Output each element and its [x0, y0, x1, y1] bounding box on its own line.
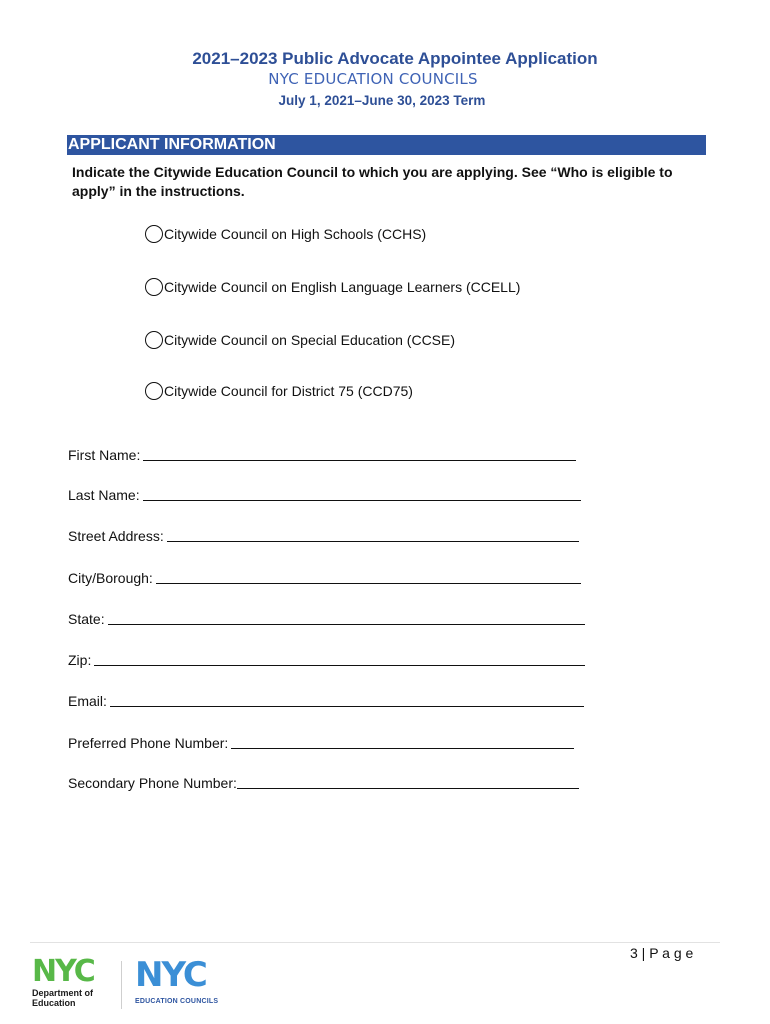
doe-logo-text: [32, 988, 93, 1008]
council-option-ccell[interactable]: [145, 276, 520, 298]
education-councils-logo: [135, 957, 225, 1012]
first-name-field[interactable]: [68, 443, 576, 463]
council-instruction: Indicate the Citywide Education Council to which you are applying. See “Who is eligible to apply” in the instructions.: [72, 164, 673, 199]
radio-button-ccd75[interactable]: [145, 382, 163, 400]
street-address-field[interactable]: [68, 524, 579, 544]
preferred-phone-input[interactable]: [231, 748, 574, 749]
email-label: Email:: [68, 693, 107, 709]
section-heading: APPLICANT INFORMATION: [68, 136, 276, 153]
document-term: July 1, 2021–June 30, 2023 Term: [278, 93, 486, 108]
section-header-bar: [67, 135, 706, 155]
page-number: 3 | P a g e: [630, 945, 694, 961]
ec-logo-text: EDUCATION COUNCILS: [135, 998, 219, 1005]
council-option-label: Citywide Council for District 75 (CCD75): [164, 383, 413, 399]
footer-divider: [30, 942, 720, 943]
doe-logo-text-line1: Department of: [32, 988, 94, 998]
state-input[interactable]: [108, 624, 585, 625]
state-label: State:: [68, 611, 105, 627]
last-name-field[interactable]: [68, 483, 581, 503]
last-name-label: Last Name:: [68, 487, 140, 503]
document-title: 2021–2023 Public Advocate Appointee Application: [192, 49, 598, 68]
first-name-input[interactable]: [143, 460, 576, 461]
city-borough-label: City/Borough:: [68, 570, 153, 586]
zip-input[interactable]: [94, 665, 585, 666]
city-borough-field[interactable]: [68, 566, 581, 586]
doe-logo-text-line2: Education: [32, 998, 76, 1008]
zip-label: Zip:: [68, 652, 92, 668]
state-field[interactable]: [68, 607, 585, 627]
street-address-input[interactable]: [167, 541, 579, 542]
radio-button-cchs[interactable]: [145, 225, 163, 243]
doe-logo: [32, 954, 112, 1012]
council-option-cchs[interactable]: [145, 223, 426, 245]
first-name-label: First Name:: [68, 447, 141, 463]
council-option-label: Citywide Council on Special Education (CCSE): [164, 332, 456, 348]
secondary-phone-input[interactable]: [237, 788, 579, 789]
last-name-input[interactable]: [143, 500, 581, 501]
council-option-ccse[interactable]: [145, 329, 455, 351]
city-borough-input[interactable]: [156, 583, 581, 584]
logo-divider: [121, 961, 122, 1009]
email-field[interactable]: [68, 689, 584, 709]
council-option-ccd75[interactable]: [145, 380, 413, 402]
council-option-label: Citywide Council on High Schools (CCHS): [164, 226, 427, 242]
preferred-phone-field[interactable]: [68, 731, 574, 751]
ec-logo-mark: NYC: [135, 955, 206, 995]
street-address-label: Street Address:: [68, 528, 164, 544]
radio-button-ccell[interactable]: [145, 278, 163, 296]
radio-button-ccse[interactable]: [145, 331, 163, 349]
doe-logo-mark: NYC: [32, 954, 94, 989]
email-input[interactable]: [110, 706, 584, 707]
document-subtitle: NYC EDUCATION COUNCILS: [268, 70, 478, 88]
secondary-phone-label: Secondary Phone Number:: [68, 775, 237, 791]
secondary-phone-field[interactable]: [68, 771, 579, 791]
preferred-phone-label: Preferred Phone Number:: [68, 735, 229, 751]
council-option-label: Citywide Council on English Language Learners (CCELL): [164, 279, 521, 295]
zip-field[interactable]: [68, 648, 585, 668]
